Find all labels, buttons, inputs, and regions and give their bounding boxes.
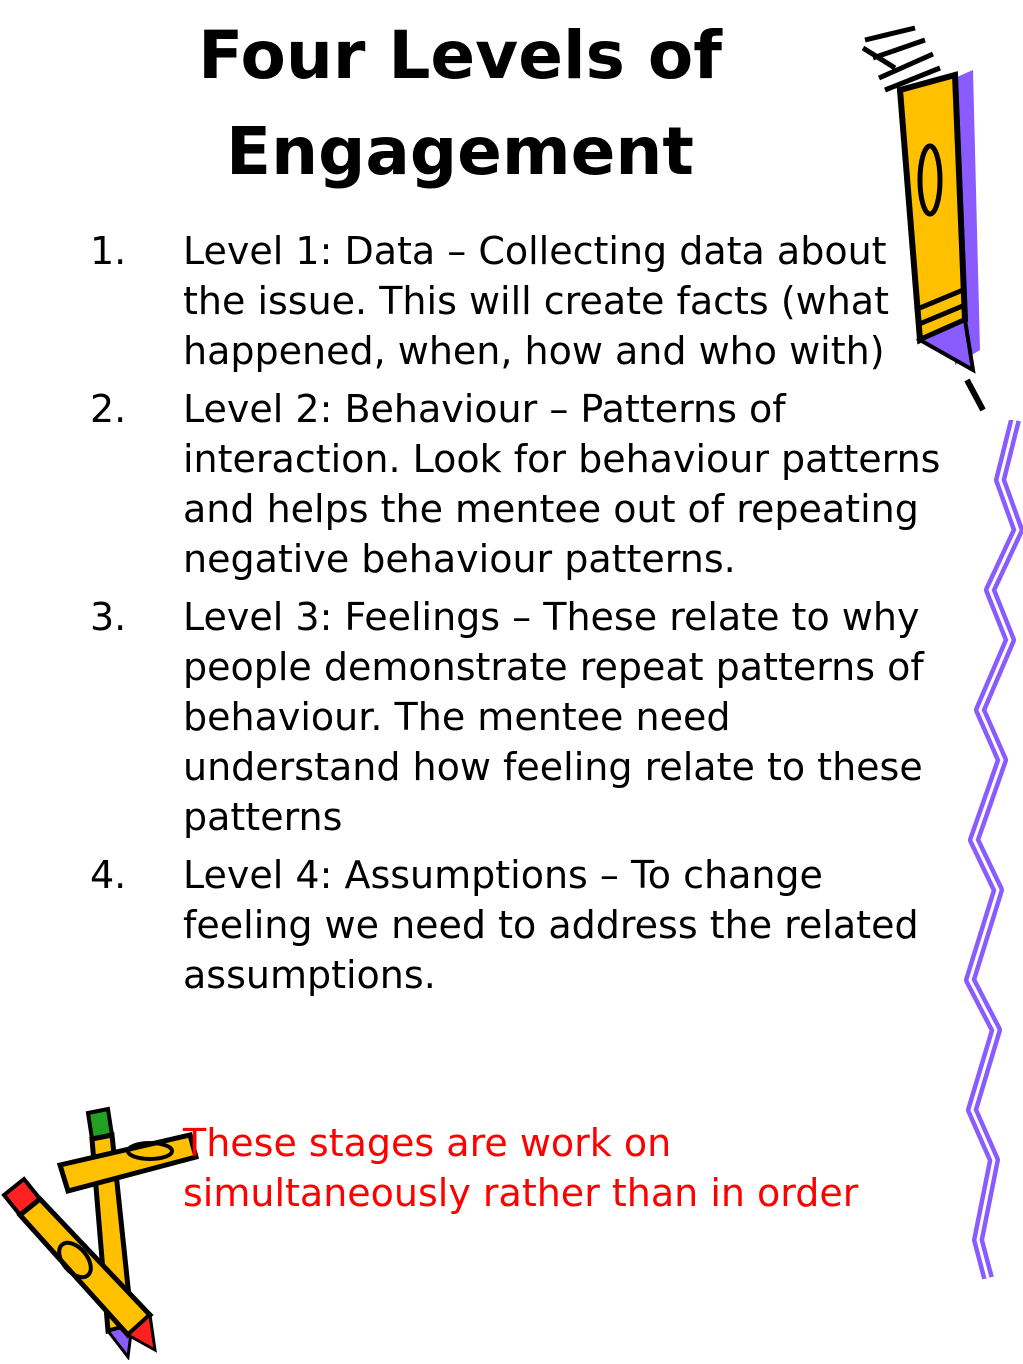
title-line-1: Four Levels of <box>198 17 722 94</box>
order-note: These stages are work on simultaneously rather than in order <box>183 1121 859 1215</box>
list-item <box>90 384 950 584</box>
list-item-text: Level 1: Data – Collecting data about the issue. This will create facts (what happened, when, how and who with) <box>183 229 889 373</box>
list-item-number: 2. <box>90 387 127 431</box>
list-item-number: 3. <box>90 595 127 639</box>
levels-list <box>90 226 950 1008</box>
list-item-text: Level 3: Feelings – These relate to why people demonstrate repeat patterns of behaviour. The mentee need understand how feeling relate to these patterns <box>183 595 924 839</box>
list-item-text: Level 4: Assumptions – To change feeling we need to address the related assumptions. <box>183 853 919 997</box>
title-line-2: Engagement <box>226 113 694 190</box>
squiggle-border-icon <box>960 420 1023 1280</box>
list-item-number: 1. <box>90 229 127 273</box>
list-item-number: 4. <box>90 853 127 897</box>
list-item <box>90 226 950 376</box>
list-item <box>90 592 950 842</box>
crossed-pencils-clipart-icon <box>0 1095 200 1360</box>
list-item-text: Level 2: Behaviour – Patterns of interaction. Look for behaviour patterns and helps the mentee out of repeating negative behaviour patterns. <box>183 387 941 581</box>
list-item <box>90 850 950 1000</box>
slide-title <box>140 8 780 200</box>
pencil-clipart-icon <box>855 20 990 420</box>
